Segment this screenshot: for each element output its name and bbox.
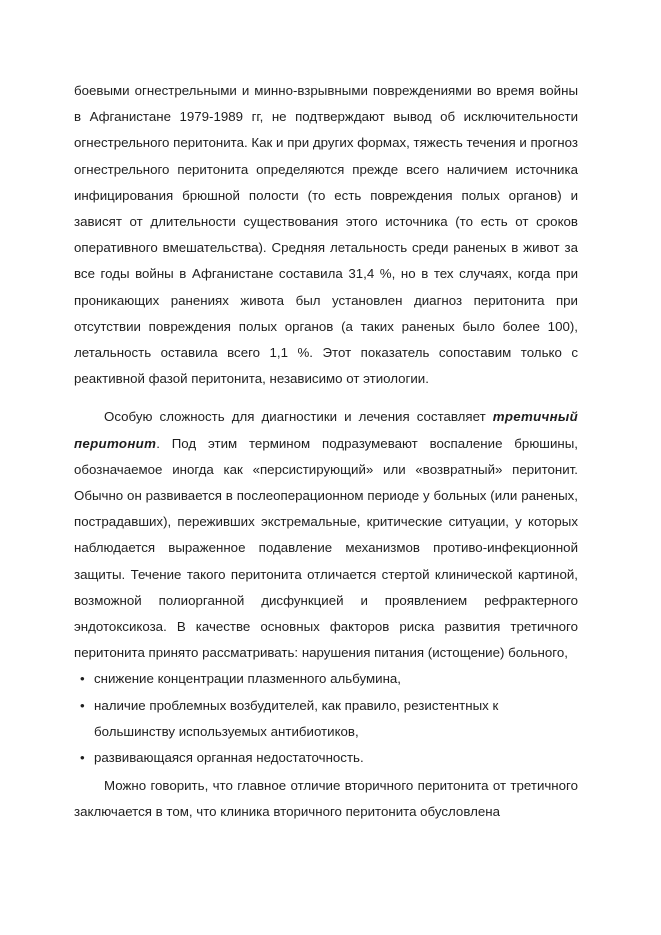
bullet-icon: • [80, 671, 85, 687]
bullet-icon: • [80, 697, 85, 713]
list-item [74, 745, 578, 771]
list-item-text: наличие проблемных возбудителей, как правило, резистентных к большинству используемых антибиотиков, [94, 697, 499, 739]
bullet-icon: • [80, 750, 85, 766]
list-item-text: развивающаяся органная недостаточность. [94, 750, 364, 766]
paragraph-text: Можно говорить, что главное отличие вторичного перитонита от третичного заключается в том, что клиника вторичного перитонита обусловлена [74, 778, 578, 820]
list-item [74, 666, 578, 692]
risk-factor-list [74, 666, 578, 771]
page-body [74, 78, 578, 826]
paragraph-text-lead: Особую сложность для диагностики и лечения составляет [104, 409, 493, 425]
list-item-text: снижение концентрации плазменного альбумина, [94, 671, 401, 687]
paragraph-tertiary-peritonitis [74, 404, 578, 666]
paragraph-text: боевыми огнестрельными и минно-взрывными повреждениями во время войны в Афганистане 1979-1989 гг, не подтверждают вывод об исключительности огнестрельного перитонита. Как и при других формах, тяжесть течения и прогноз огнестрельного перитонита определяются прежде всего наличием источника инфицирования брюшной полости (то есть повреждения полых органов) и зависят от длительности существования этого источника (то есть от сроков оперативного вмешательства). Средняя летальность среди раненых в живот за все годы войны в Афганистане составила 31,4 %, но в тех случаях, когда при проникающих ранениях живота был установлен диагноз перитонита при отсутствии повреждения полых органов (а таких раненых было более 100), летальность оставила всего 1,1 %. Этот показатель сопоставим только с реактивной фазой перитонита, независимо от этиологии. [74, 83, 578, 387]
list-item [74, 693, 578, 745]
emphasized-term: третичный перитонит [74, 409, 578, 451]
paragraph-text-rest: . Под этим термином подразумевают воспаление брюшины, обозначаемое иногда как «персистирующий» или «возвратный» перитонит. Обычно он развивается в послеоперационном периоде у больных (или раненых, пострадавших), переживших экстремальные, критические ситуации, у которых наблюдается выраженное подавление механизмов противо-инфекционной защиты. Течение такого перитонита отличается стертой клинической картиной, возможной полиорганной дисфункцией и проявлением рефрактерного эндотоксикоза. В качестве основных факторов риска развития третичного перитонита принято рассматривать: нарушения питания (истощение) больного, [74, 435, 578, 661]
